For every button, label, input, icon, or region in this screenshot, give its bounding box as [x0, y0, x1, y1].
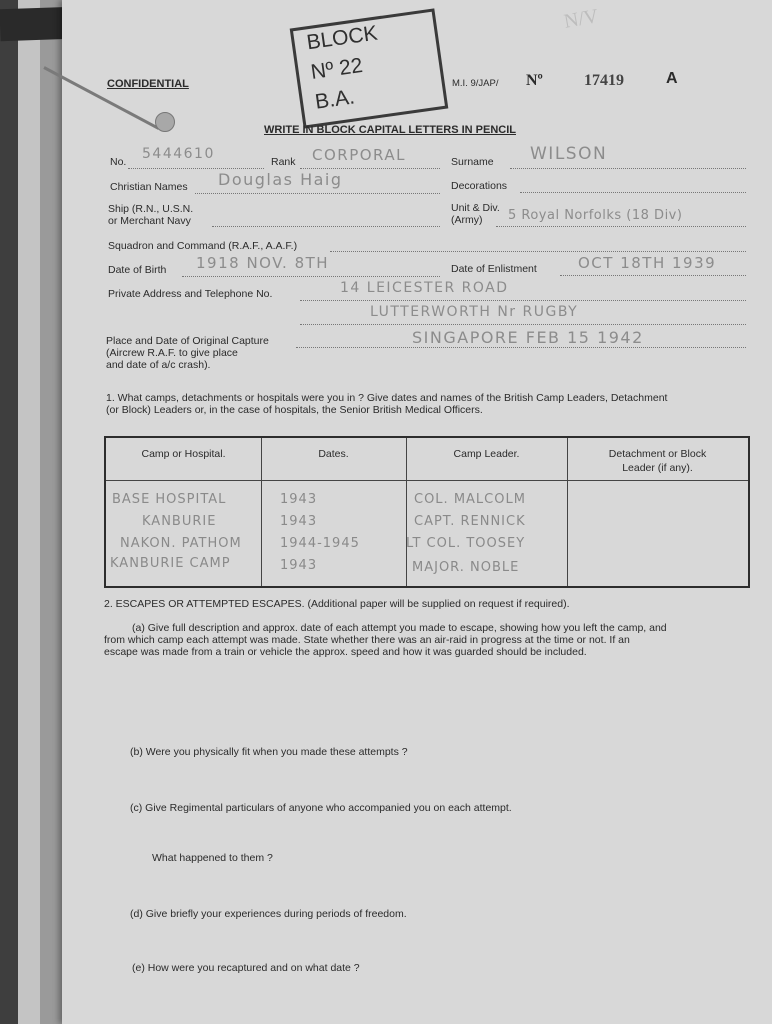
capture-line: [296, 347, 746, 348]
instruction-heading: WRITE IN BLOCK CAPITAL LETTERS IN PENCIL: [264, 124, 516, 136]
header-dates: Dates.: [318, 448, 349, 460]
address-line-2: LUTTERWORTH Nr RUGBY: [370, 304, 579, 320]
decorations-label: Decorations: [451, 180, 508, 192]
row-2-date: 1943: [280, 514, 318, 529]
surname-label: Surname: [451, 156, 494, 168]
question-2c: (c) Give Regimental particulars of anyone who accompanied you on each attempt.: [130, 802, 512, 814]
squadron-label: Squadron and Command (R.A.F., A.A.F.): [108, 240, 298, 252]
rank-line: [300, 168, 440, 169]
christian-names-line: [195, 193, 440, 194]
decorations-line: [520, 192, 746, 193]
christian-names-value: Douglas Haig: [218, 170, 343, 189]
question-2b: (b) Were you physically fit when you made these attempts ?: [130, 746, 408, 758]
capture-label-3: and date of a/c crash).: [106, 359, 211, 371]
capture-value: SINGAPORE FEB 15 1942: [412, 328, 644, 347]
service-no-value: 5444610: [142, 146, 215, 162]
table-header-rule: [106, 480, 748, 481]
question-2a-line-1: (a) Give full description and approx. date of each attempt you made to escape, showing how you left the camp, and: [132, 622, 667, 634]
form-suffix: A: [666, 70, 678, 87]
confidential-heading: CONFIDENTIAL: [107, 78, 189, 90]
table-divider-1: [261, 438, 262, 586]
stamp-line-3: B.A.: [313, 85, 357, 114]
row-3-date: 1944-1945: [280, 536, 360, 551]
row-4-camp: KANBURIE CAMP: [110, 556, 231, 571]
address-line-2-rule: [300, 324, 746, 325]
form-number: 17419: [584, 72, 624, 89]
address-label: Private Address and Telephone No.: [108, 288, 273, 300]
service-no-line: [128, 168, 264, 169]
question-2e: (e) How were you recaptured and on what date ?: [132, 962, 360, 974]
question-2-title: 2. ESCAPES OR ATTEMPTED ESCAPES. (Additional paper will be supplied on request if required).: [104, 598, 570, 610]
camps-table: [104, 436, 750, 588]
row-4-leader: MAJOR. NOBLE: [412, 560, 520, 575]
date-of-birth-line: [182, 276, 440, 277]
question-2a-line-2: from which camp each attempt was made. State whether there was an air-raid in progress at the time or not. If an: [104, 634, 630, 646]
form-reference: M.I. 9/JAP/: [452, 78, 499, 89]
christian-names-label: Christian Names: [110, 181, 188, 193]
service-no-label: No.: [110, 156, 127, 168]
number-label: Nº: [526, 72, 543, 89]
rank-value: CORPORAL: [312, 146, 406, 164]
header-detachment-leader-1: Detachment or Block: [608, 448, 707, 460]
address-line-1: 14 LEICESTER ROAD: [340, 280, 509, 296]
row-4-date: 1943: [280, 558, 318, 573]
capture-label-2: (Aircrew R.A.F. to give place: [106, 347, 238, 359]
rank-label: Rank: [271, 156, 296, 168]
capture-label-1: Place and Date of Original Capture: [106, 335, 269, 347]
row-3-leader: LT COL. TOOSEY: [406, 536, 526, 551]
header-camp-or-hospital: Camp or Hospital.: [141, 448, 226, 460]
date-of-birth-label: Date of Birth: [108, 264, 167, 276]
question-1-line-1: 1. What camps, detachments or hospitals were you in ? Give dates and names of the British Camp Leaders, Detachment: [106, 392, 668, 404]
header-detachment-leader-2: Leader (if any).: [622, 462, 693, 474]
row-1-leader: COL. MALCOLM: [414, 492, 526, 507]
ship-label-2: or Merchant Navy: [108, 215, 191, 227]
question-2d: (d) Give briefly your experiences during periods of freedom.: [130, 908, 407, 920]
enlistment-label: Date of Enlistment: [451, 263, 537, 275]
row-3-camp: NAKON. PATHOM: [120, 536, 242, 551]
enlistment-value: OCT 18TH 1939: [578, 254, 717, 272]
background-dark-edge: [0, 0, 18, 1024]
row-1-date: 1943: [280, 492, 318, 507]
enlistment-line: [560, 275, 746, 276]
unit-value: 5 Royal Norfolks (18 Div): [508, 208, 683, 223]
unit-label-1: Unit & Div.: [451, 202, 500, 214]
surname-value: WILSON: [530, 144, 608, 164]
ship-label-1: Ship (R.N., U.S.N.: [108, 203, 194, 215]
squadron-line: [330, 251, 746, 252]
question-2c-followup: What happened to them ?: [152, 852, 273, 864]
unit-label-2: (Army): [451, 214, 483, 226]
row-1-camp: BASE HOSPITAL: [112, 492, 227, 507]
row-2-camp: KANBURIE: [142, 514, 217, 529]
ship-line: [212, 226, 440, 227]
stamp-line-2: Nº 22: [309, 53, 365, 84]
date-of-birth-value: 1918 NOV. 8TH: [196, 254, 330, 272]
stamp-line-1: BLOCK: [305, 21, 379, 55]
header-camp-leader: Camp Leader.: [453, 448, 520, 460]
unit-line: [496, 226, 746, 227]
row-2-leader: CAPT. RENNICK: [414, 514, 526, 529]
question-2a-line-3: escape was made from a train or vehicle the approx. speed and how it was guarded should be included.: [104, 646, 587, 658]
punch-hole: [155, 112, 175, 132]
surname-line: [510, 168, 746, 169]
address-line-1-rule: [300, 300, 746, 301]
corner-pencil-mark: N/V: [562, 5, 601, 33]
block-stamp: [290, 8, 449, 128]
table-divider-3: [567, 438, 568, 586]
table-divider-2: [406, 438, 407, 586]
question-1-line-2: (or Block) Leaders or, in the case of hospitals, the Senior British Medical Officers.: [106, 404, 483, 416]
